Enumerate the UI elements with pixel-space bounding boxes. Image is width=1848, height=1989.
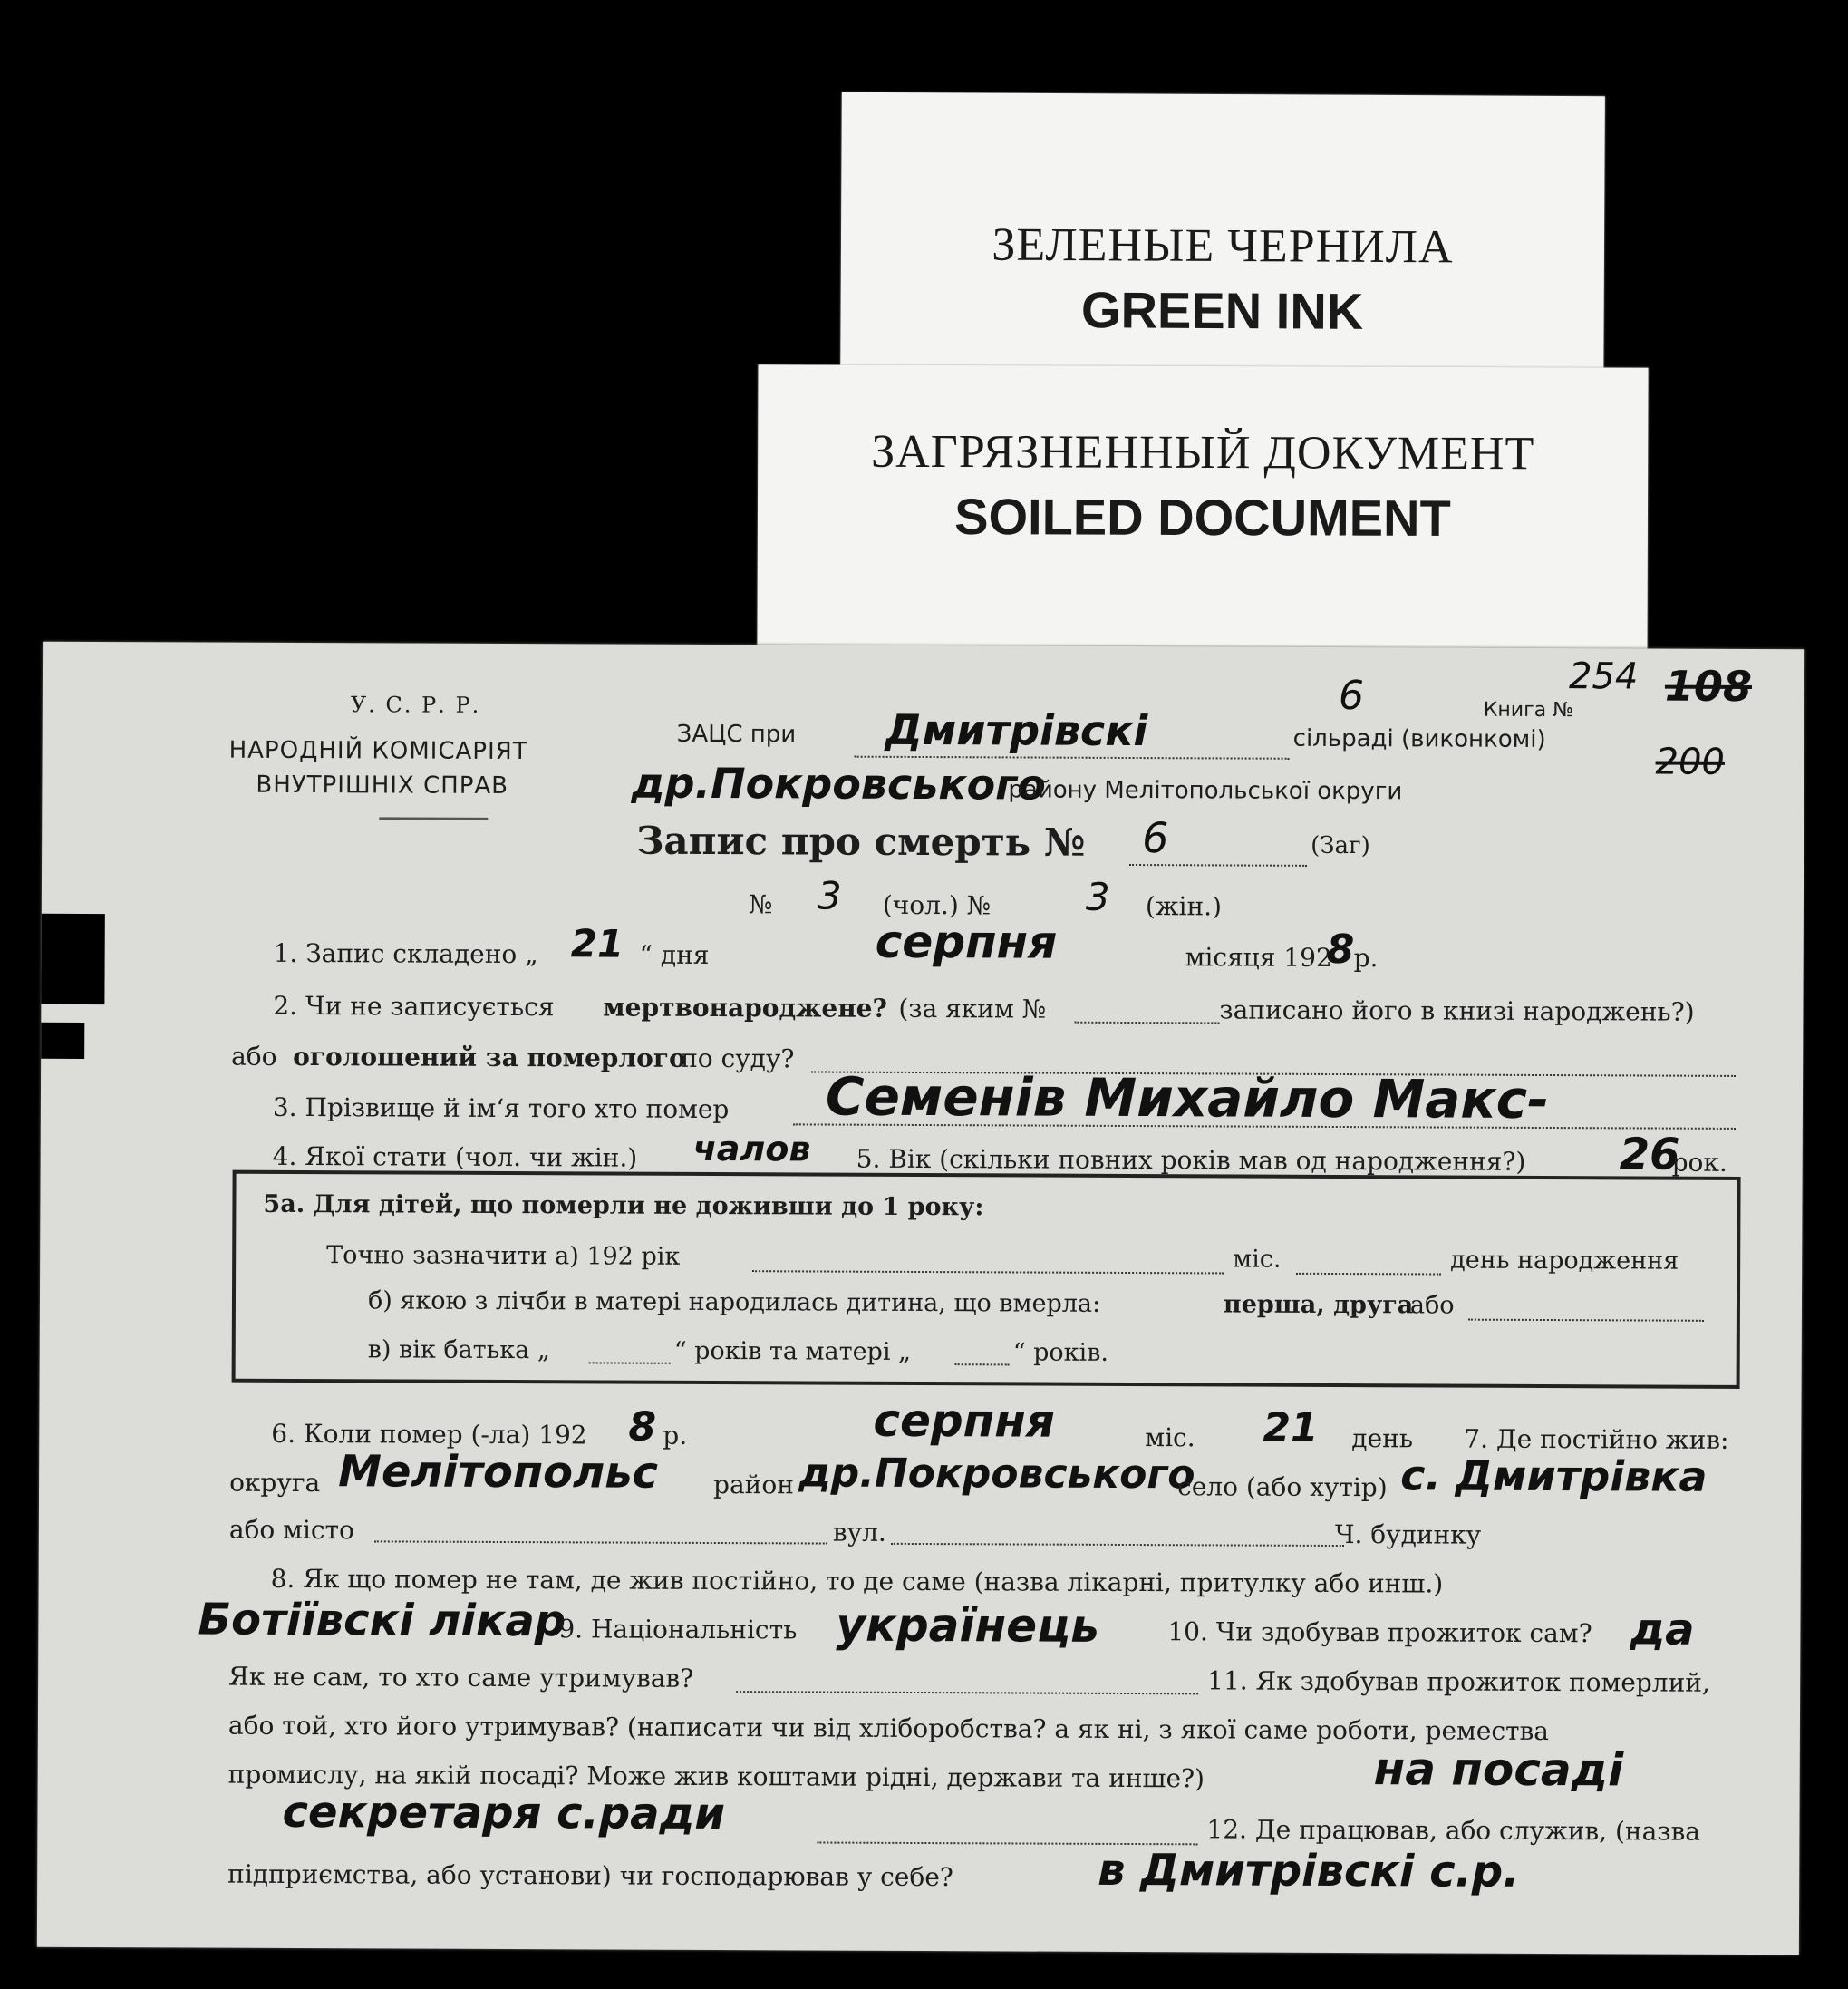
f5a-c3: “ років. <box>1012 1338 1109 1367</box>
okruga-value: Мелітопольс <box>338 1446 659 1499</box>
rayon-value: др.Покровського <box>798 1450 1195 1499</box>
record-number: 6 <box>1142 813 1169 863</box>
deceased-age: 26 <box>1619 1129 1680 1180</box>
death-day: 21 <box>1263 1404 1319 1451</box>
misto-dots <box>374 1540 827 1544</box>
district-suffix: району Мелітопольської округи <box>1008 776 1403 806</box>
punch-hole <box>41 1023 84 1059</box>
f5a-day: день народження <box>1450 1246 1679 1276</box>
f5a-b2: перша, друга <box>1223 1290 1414 1320</box>
record-month: серпня <box>875 915 1058 969</box>
male-number: 3 <box>817 873 842 918</box>
f11-label: 11. Як здобував прожиток померлий, <box>1207 1665 1710 1698</box>
f1-day: “ дня <box>639 939 710 970</box>
deceased-name: Семенів Михайло Макс- <box>825 1065 1550 1131</box>
f5a-father-dots <box>589 1362 671 1363</box>
f5a-b1: б) якою з лічби в матері народилась дитина, що вмерла: <box>367 1286 1101 1318</box>
header-divider <box>379 817 488 820</box>
f2-which: (за яким № <box>898 993 1047 1024</box>
district-name: др.Покровського <box>631 758 1046 810</box>
f6-month: міс. <box>1145 1422 1195 1453</box>
female-number: 3 <box>1085 874 1110 919</box>
record-title: Запис про смерть № <box>636 818 1086 865</box>
commissariat-line2: ВНУТРІШНІХ СПРАВ <box>256 771 509 800</box>
job-value-1: на посаді <box>1373 1742 1624 1797</box>
selo-value: с. Дмитрівка <box>1400 1451 1708 1501</box>
soiled-document-label <box>757 364 1648 655</box>
book-number-old2: 200 <box>1655 741 1726 783</box>
male-label: (чол.) № <box>882 889 992 921</box>
f5a-a: Точно зазначити а) 192 рік <box>326 1241 681 1271</box>
f7-label: 7. Де постійно жив: <box>1464 1423 1729 1455</box>
f5a-month: міс. <box>1233 1245 1282 1274</box>
job-value-2: секретаря с.ради <box>282 1786 726 1840</box>
f5a-mother-dots <box>955 1363 1010 1365</box>
budynku-label: Ч. будинку <box>1334 1518 1482 1550</box>
f12b-label: підприємства, або установи) чи господарював у себе? <box>227 1858 953 1893</box>
soiled-ru: ЗАГРЯЗНЕННЫЙ ДОКУМЕНТ <box>871 425 1535 480</box>
f2-declared: оголошений за померлого <box>293 1041 686 1073</box>
zag-label: (Заг) <box>1311 831 1370 860</box>
record-day: 21 <box>570 921 624 966</box>
selo-label: село (або хутір) <box>1177 1471 1388 1503</box>
f6-label: 6. Коли помер (-ла) 192 <box>271 1418 587 1451</box>
vul-dots <box>891 1543 1344 1547</box>
death-year-digit: 8 <box>628 1403 657 1451</box>
green-ink-ru: ЗЕЛЕНЫЕ ЧЕРНИЛА <box>992 218 1454 274</box>
f5a-c1: в) вік батька „ <box>367 1335 550 1365</box>
self-support-value: да <box>1630 1604 1695 1655</box>
deceased-name-cont: чалов <box>692 1128 811 1169</box>
female-label: (жін.) <box>1145 891 1223 922</box>
f1-month: місяця 192 <box>1185 942 1332 973</box>
f11c-label: промислу, на якій посаді? Може жив коштами рідні, держави та инше?) <box>227 1759 1205 1794</box>
f11b-label: або той, хто його утримував? (написати чи від хліборобства? а як ні, з якої саме роботи, ремества <box>227 1710 1550 1747</box>
f1-year-end: р. <box>1353 943 1379 974</box>
f2-court: по суду? <box>681 1043 795 1074</box>
death-month: серпня <box>873 1393 1056 1448</box>
record-number-dots <box>1129 864 1307 867</box>
rayon-label: район <box>713 1470 794 1500</box>
f1-start: 1. Запис складено „ <box>273 937 538 970</box>
f3-label: 3. Прізвище й ім‘я того хто помер <box>272 1092 730 1125</box>
green-ink-label <box>840 92 1605 395</box>
green-ink-en: GREEN INK <box>1080 281 1364 340</box>
f12-label: 12. Де працював, або служив, (назва <box>1206 1814 1701 1847</box>
f5a-title: 5а. Для дітей, що померли не доживши до 1 року: <box>263 1189 984 1222</box>
f2-stillborn: мертвонароджене? <box>603 992 888 1024</box>
death-record-card <box>37 642 1804 1955</box>
f10b-dots <box>736 1691 1198 1694</box>
nationality-value: українець <box>836 1598 1099 1653</box>
f9-label: 9. Національність <box>558 1614 798 1645</box>
f2-or: або <box>231 1041 277 1072</box>
f2-dots <box>1074 1022 1219 1024</box>
book-number-old: 108 <box>1664 661 1753 711</box>
village-council: сільраді (виконкомі) <box>1292 724 1546 754</box>
council-name: Дмитрівскі <box>885 704 1148 756</box>
corner-number: 6 <box>1338 673 1365 720</box>
zags-at: ЗАЦС при <box>676 720 797 749</box>
f2-start: 2. Чи не записується <box>273 990 555 1023</box>
num-label: № <box>748 889 773 920</box>
misto-label: або місто <box>228 1514 355 1546</box>
f2-book: записано його в книзі народжень?) <box>1219 994 1695 1027</box>
workplace-value: в Дмитрівскі с.р. <box>1098 1844 1520 1897</box>
infant-section <box>232 1170 1741 1389</box>
f6-year-end: р. <box>663 1420 688 1451</box>
hospital-value: Ботіївскі лікар <box>198 1594 566 1647</box>
book-label: Книга № <box>1483 698 1574 723</box>
book-number-new: 254 <box>1568 655 1639 698</box>
f5a-month-dots <box>1296 1273 1441 1276</box>
vul-label: вул. <box>832 1517 886 1548</box>
punch-hole <box>41 914 104 1004</box>
okruga-label: округа <box>229 1467 321 1499</box>
f4-label: 4. Якої стати (чол. чи жін.) <box>272 1140 638 1173</box>
f5-label: 5. Вік (скільки повних років мав од народження?) <box>856 1143 1526 1177</box>
f10-label: 10. Чи здобував прожиток сам? <box>1167 1616 1592 1649</box>
f5a-order-dots <box>1468 1319 1704 1322</box>
f5a-b3: або <box>1409 1291 1455 1320</box>
f8-label: 8. Як що помер не там, де жив постійно, то де саме (назва лікарні, притулку або инш.) <box>270 1563 1444 1599</box>
f5a-year-dots <box>752 1270 1224 1274</box>
f5-end: рок. <box>1671 1147 1727 1178</box>
f10b-label: Як не сам, то хто саме утримував? <box>228 1661 694 1693</box>
ussr-header: У. С. Р. Р. <box>350 692 481 718</box>
f6-day: день <box>1351 1423 1414 1454</box>
commissariat-line1: НАРОДНІЙ КОМІСАРІЯТ <box>228 736 528 766</box>
f5a-c2: “ років та матері „ <box>673 1336 912 1366</box>
soiled-en: SOILED DOCUMENT <box>954 488 1451 547</box>
record-year-digit: 8 <box>1326 926 1355 974</box>
